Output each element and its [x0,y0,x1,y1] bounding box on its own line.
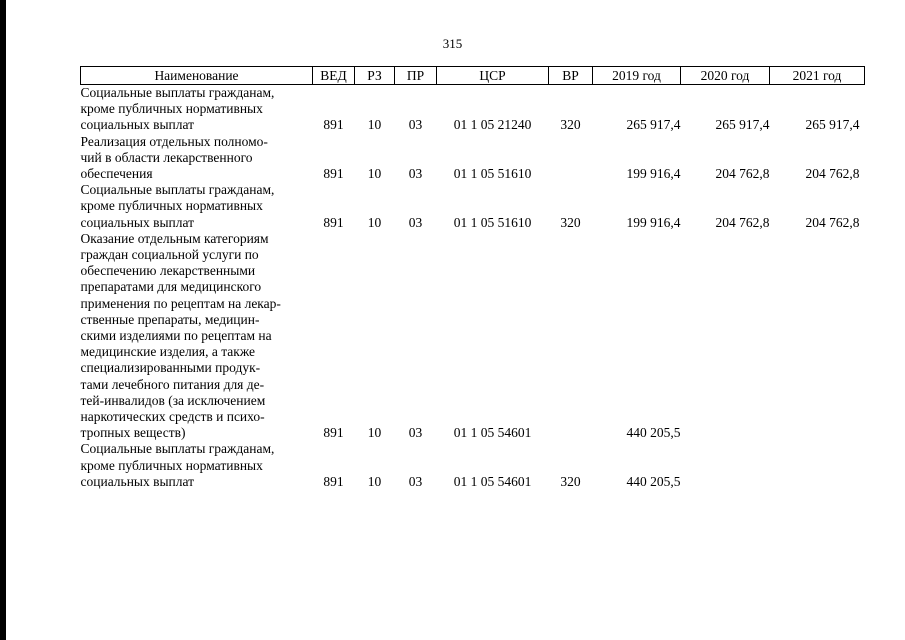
row-name: Социальные выплаты гражданам, кроме публичных нормативных социальных выплат [80,182,275,230]
row-vr: 320 [560,117,581,133]
row-ved: 891 [323,117,344,133]
row-rz: 10 [367,425,382,441]
row-rz: 10 [367,214,382,230]
row-2019: 440 205,5 [626,425,681,441]
row-2021: 204 762,8 [805,166,860,182]
row-vr [549,134,593,183]
header-vr: ВР [549,67,593,85]
row-name: Оказание отдельным категориям граждан социальной услуги по обеспечению лекарственными препаратами для медицинского применения по рецептам на лекар- ственные препараты, медицин- скими изделиями по рецептам на медицинские изделия, а также специализированными продук- тами лечебного питания для де- тей-инвалидов (за исключением наркотических средств и психо- тропных веществ) [80,230,281,441]
row-2020 [681,231,770,442]
row-ved: 891 [323,473,344,489]
row-pr: 03 [408,166,423,182]
row-2021: 265 917,4 [805,117,860,133]
row-csr: 01 1 05 54601 [453,473,532,489]
row-name: Социальные выплаты гражданам, кроме публичных нормативных социальных выплат [80,85,275,133]
row-rz: 10 [367,117,382,133]
row-csr: 01 1 05 51610 [453,214,532,230]
row-pr: 03 [408,473,423,489]
row-vr: 320 [560,214,581,230]
row-2020: 265 917,4 [715,117,770,133]
header-rz: РЗ [355,67,395,85]
row-2021 [770,441,865,490]
header-pr: ПР [395,67,437,85]
page-left-border [0,0,6,640]
header-2020: 2020 год [681,67,770,85]
row-2021: 204 762,8 [805,214,860,230]
row-name: Социальные выплаты гражданам, кроме публичных нормативных социальных выплат [80,441,275,489]
row-rz: 10 [367,166,382,182]
row-rz: 10 [367,473,382,489]
row-pr: 03 [408,214,423,230]
row-ved: 891 [323,166,344,182]
row-name: Реализация отдельных полномо- чий в области лекарственного обеспечения [80,133,268,182]
row-2020 [681,441,770,490]
row-2019: 199 916,4 [626,166,681,182]
row-2021 [770,231,865,442]
row-ved: 891 [323,425,344,441]
row-2019: 265 917,4 [626,117,681,133]
table-row [81,441,865,490]
header-name: Наименование [81,67,313,85]
table-row [81,231,865,442]
row-vr [549,231,593,442]
row-csr: 01 1 05 54601 [453,425,532,441]
table-header-row [81,67,865,85]
row-vr: 320 [560,473,581,489]
header-csr: ЦСР [437,67,549,85]
table-row [81,182,865,231]
table-row [81,134,865,183]
header-ved: ВЕД [313,67,355,85]
row-2020: 204 762,8 [715,166,770,182]
row-csr: 01 1 05 51610 [453,166,532,182]
page-number: 315 [442,36,463,51]
row-2020: 204 762,8 [715,214,770,230]
row-pr: 03 [408,425,423,441]
header-2019: 2019 год [593,67,681,85]
row-2019: 199 916,4 [626,214,681,230]
row-ved: 891 [323,214,344,230]
header-2021: 2021 год [770,67,865,85]
budget-table [80,66,865,490]
row-pr: 03 [408,117,423,133]
row-csr: 01 1 05 21240 [453,117,532,133]
table-row [81,85,865,134]
row-2019: 440 205,5 [626,473,681,489]
